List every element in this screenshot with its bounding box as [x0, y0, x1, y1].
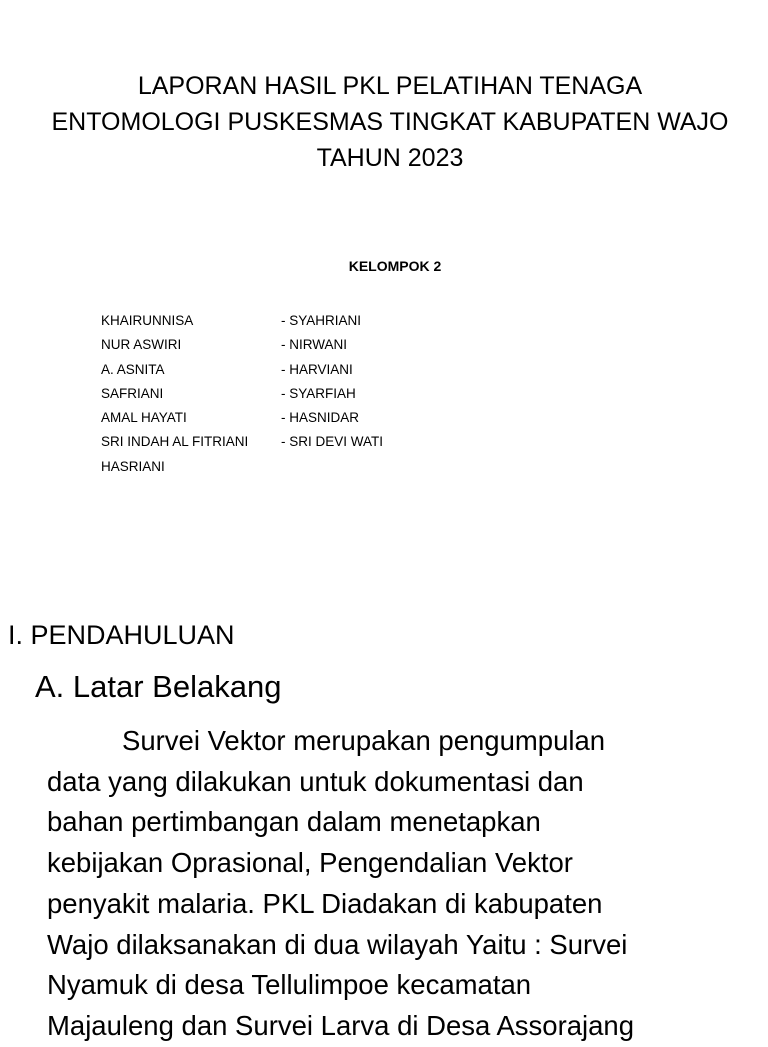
paragraph-line: data yang dilakukan untuk dokumentasi dan — [47, 765, 584, 797]
report-title-line-2: ENTOMOLOGI PUSKESMAS TINGKAT KABUPATEN WAJO — [51, 108, 729, 136]
member-right-name: - HARVIANI — [281, 361, 353, 377]
section-heading: I. PENDAHULUAN — [8, 620, 235, 650]
report-title — [30, 68, 750, 176]
section-subheading: A. Latar Belakang — [35, 669, 282, 704]
member-right-name: - NIRWANI — [281, 337, 347, 353]
member-left-name: HASRIANI — [101, 458, 165, 474]
paragraph-line: Survei Vektor merupakan pengumpulan — [122, 725, 606, 756]
group-title: KELOMPOK 2 — [348, 258, 442, 274]
member-left-name: A. ASNITA — [101, 361, 165, 377]
paragraph-line: bahan pertimbangan dalam menetapkan — [47, 806, 541, 838]
member-right-name: - SYARFIAH — [281, 385, 356, 401]
member-left-name: NUR ASWIRI — [101, 337, 182, 353]
member-right-name: - SRI DEVI WATI — [281, 434, 384, 450]
paragraph-line: Majauleng dan Survei Larva di Desa Assorajang — [47, 1009, 635, 1041]
paragraph-line: kebijakan Oprasional, Pengendalian Vektor — [47, 847, 573, 879]
report-title-line-1: LAPORAN HASIL PKL PELATIHAN TENAGA — [137, 72, 643, 100]
body-paragraph — [47, 721, 747, 1047]
paragraph-line: Nyamuk di desa Tellulimpoe kecamatan — [47, 969, 532, 1001]
paragraph-line: Wajo dilaksanakan di dua wilayah Yaitu : Survei — [47, 928, 628, 960]
report-title-line-3: TAHUN 2023 — [316, 144, 464, 172]
member-left-name: SAFRIANI — [101, 385, 164, 401]
member-right-name: - HASNIDAR — [281, 410, 360, 426]
member-left-name: AMAL HAYATI — [101, 410, 187, 426]
paragraph-line: penyakit malaria. PKL Diadakan di kabupaten — [47, 887, 603, 919]
member-right-name: - SYAHRIANI — [281, 313, 362, 328]
member-left-name: KHAIRUNNISA — [101, 313, 194, 328]
member-left-name: SRI INDAH AL FITRIANI — [101, 434, 249, 450]
